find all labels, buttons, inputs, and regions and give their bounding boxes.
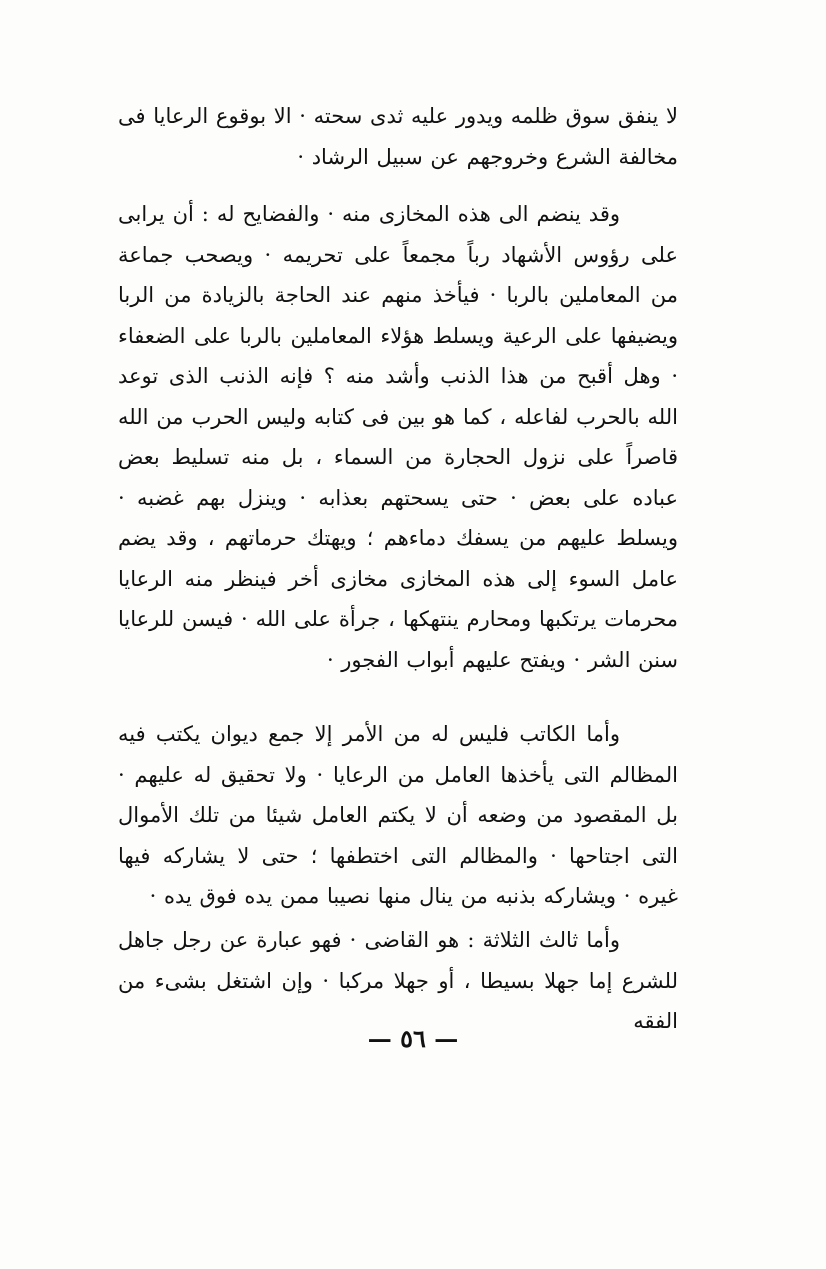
paragraph-continuation: لا ينفق سوق ظلمه ويدور عليه ثدى سحته · الا بوقوع الرعايا فى مخالفة الشرع وخروجهم عن سبيل الرشاد · bbox=[118, 104, 678, 169]
paragraph-scribe: وأما الكاتب فليس له من الأمر إلا جمع ديوان يكتب فيه المظالم التى يأخذها العامل من الرعايا · ولا تحقيق له عليهم · بل المقصود من وضعه أن لا يكتم العامل شيئا من تلك الأموال التى اجتاحها · والمظالم التى اختطفها ؛ حتى لا يشاركه فيها غيره · ويشاركه بذنبه من ينال منها نصيبا ممن يده فوق يده · bbox=[118, 722, 678, 908]
text-block-usury bbox=[118, 194, 678, 680]
text-block-continuation bbox=[118, 96, 678, 177]
paragraph-judge: وأما ثالث الثلاثة : هو القاضى · فهو عبارة عن رجل جاهل للشرع إما جهلا بسيطا ، أو جهلا مركبا · وإن اشتغل بشىء من الفقه bbox=[118, 928, 678, 1033]
paragraph-usury: وقد ينضم الى هذه المخازى منه · والفضايح له : أن يرابى على رؤوس الأشهاد رباً مجمعاً على تحريمه · ويصحب جماعة من المعاملين بالربا · فيأخذ منهم عند الحاجة بالزيادة من الربا ويضيفها على الرعية ويسلط هؤلاء المعاملين بالربا على الضعفاء · وهل أقبح من هذا الذنب وأشد منه ؟ فإنه الذنب الذى توعد الله بالحرب لفاعله ، كما هو بين فى كتابه وليس الحرب من الله قاصراً على نزول الحجارة من السماء ، بل منه تسليط بعض عباده على بعض · حتى يسحتهم بعذابه · وينزل بهم غضبه · ويسلط عليهم من يسفك دماءهم ؛ ويهتك حرماتهم ، وقد يضم عامل السوء إلى هذه المخازى مخازى أخر فينظر منه الرعايا محرمات يرتكبها ومحارم ينتهكها ، جرأة على الله · فيسن للرعايا سنن الشر · ويفتح عليهم أبواب الفجور · bbox=[118, 202, 678, 672]
text-block-scribe bbox=[118, 714, 678, 917]
page-number: — ٥٦ — bbox=[367, 1024, 459, 1053]
